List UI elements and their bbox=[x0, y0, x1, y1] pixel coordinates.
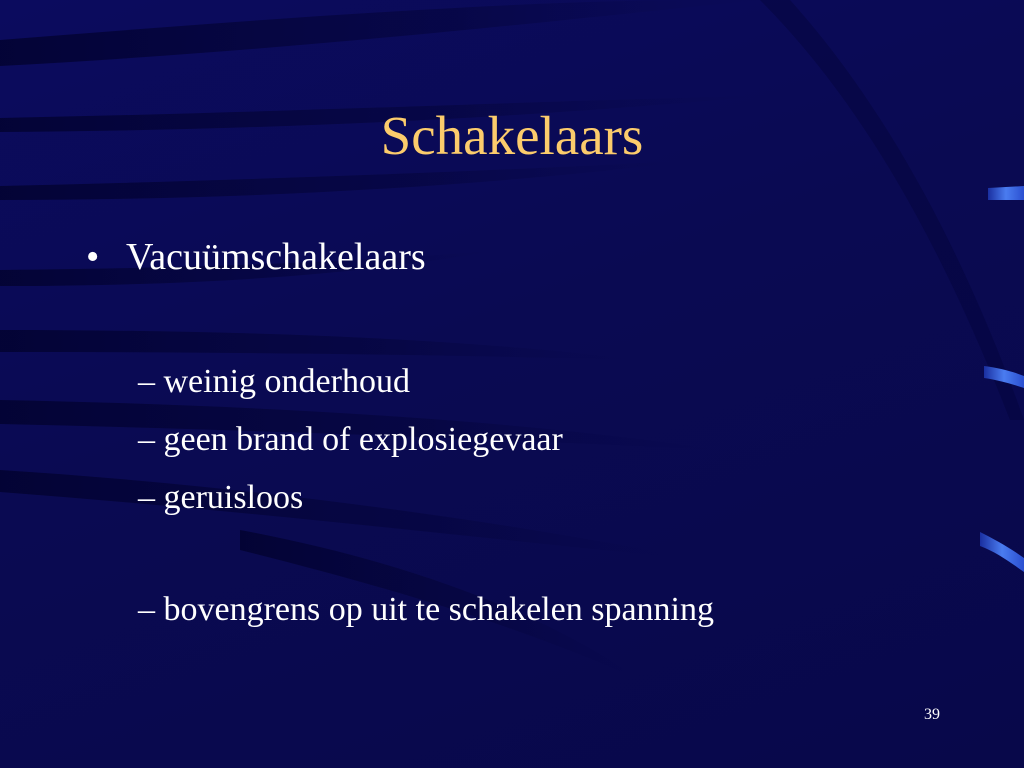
sub-item-text: geruisloos bbox=[163, 479, 304, 516]
slide-title: Schakelaars bbox=[380, 105, 644, 166]
sub-item-text: geen brand of explosiegevaar bbox=[163, 421, 563, 458]
page-number: 39 bbox=[924, 706, 940, 723]
bullet-item bbox=[86, 234, 426, 280]
sub-item bbox=[138, 590, 714, 630]
bullet-text: Vacuümschakelaars bbox=[126, 236, 426, 278]
sub-item bbox=[138, 362, 410, 402]
sub-item-text: bovengrens op uit te schakelen spanning bbox=[163, 591, 714, 628]
sub-item-marker: – bbox=[138, 479, 155, 516]
sub-item bbox=[138, 420, 563, 460]
bullet-marker: • bbox=[86, 236, 100, 278]
sub-item-marker: – bbox=[138, 591, 155, 628]
sub-item-marker: – bbox=[138, 363, 155, 400]
sub-item-text: weinig onderhoud bbox=[163, 363, 410, 400]
sub-item bbox=[138, 478, 303, 518]
sub-item-marker: – bbox=[138, 421, 155, 458]
